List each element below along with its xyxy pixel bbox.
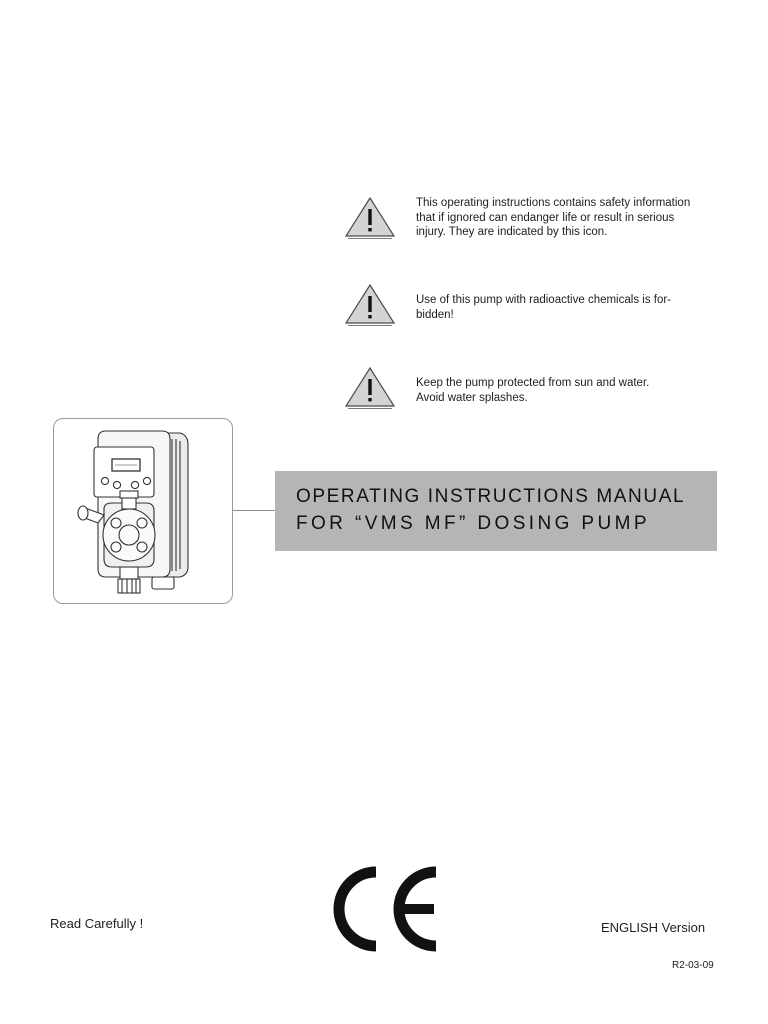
warning-triangle-icon bbox=[344, 366, 396, 410]
warning-text-sun-water bbox=[416, 376, 716, 405]
pump-illustration-frame bbox=[53, 418, 233, 604]
warning-line: This operating instructions contains safety information bbox=[416, 197, 691, 209]
read-carefully-note: Read Carefully ! bbox=[50, 916, 144, 931]
ce-mark-logo bbox=[328, 866, 440, 952]
manual-title-line-1: OPERATING INSTRUCTIONS MANUAL bbox=[296, 486, 686, 507]
warning-text-radioactive bbox=[416, 293, 716, 322]
warning-triangle-icon bbox=[344, 283, 396, 327]
warning-line: injury. They are indicated by this icon. bbox=[416, 226, 608, 238]
warning-line: that if ignored can endanger life or result in serious bbox=[416, 211, 675, 224]
manual-title-line-2: FOR “VMS MF” DOSING PUMP bbox=[296, 513, 650, 534]
connector-line bbox=[233, 510, 275, 511]
revision-code: R2-03-09 bbox=[672, 960, 714, 971]
manual-title-box bbox=[275, 471, 717, 551]
warning-triangle-icon bbox=[344, 196, 396, 240]
warning-line: Avoid water splashes. bbox=[416, 391, 528, 404]
warning-line: bidden! bbox=[416, 308, 454, 321]
warning-line: Use of this pump with radioactive chemicals is for- bbox=[416, 294, 672, 306]
warning-line: Keep the pump protected from sun and water. bbox=[416, 377, 650, 389]
warning-text-safety-info bbox=[416, 196, 716, 240]
dosing-pump-illustration bbox=[54, 419, 234, 605]
language-version-label: ENGLISH Version bbox=[601, 920, 706, 935]
